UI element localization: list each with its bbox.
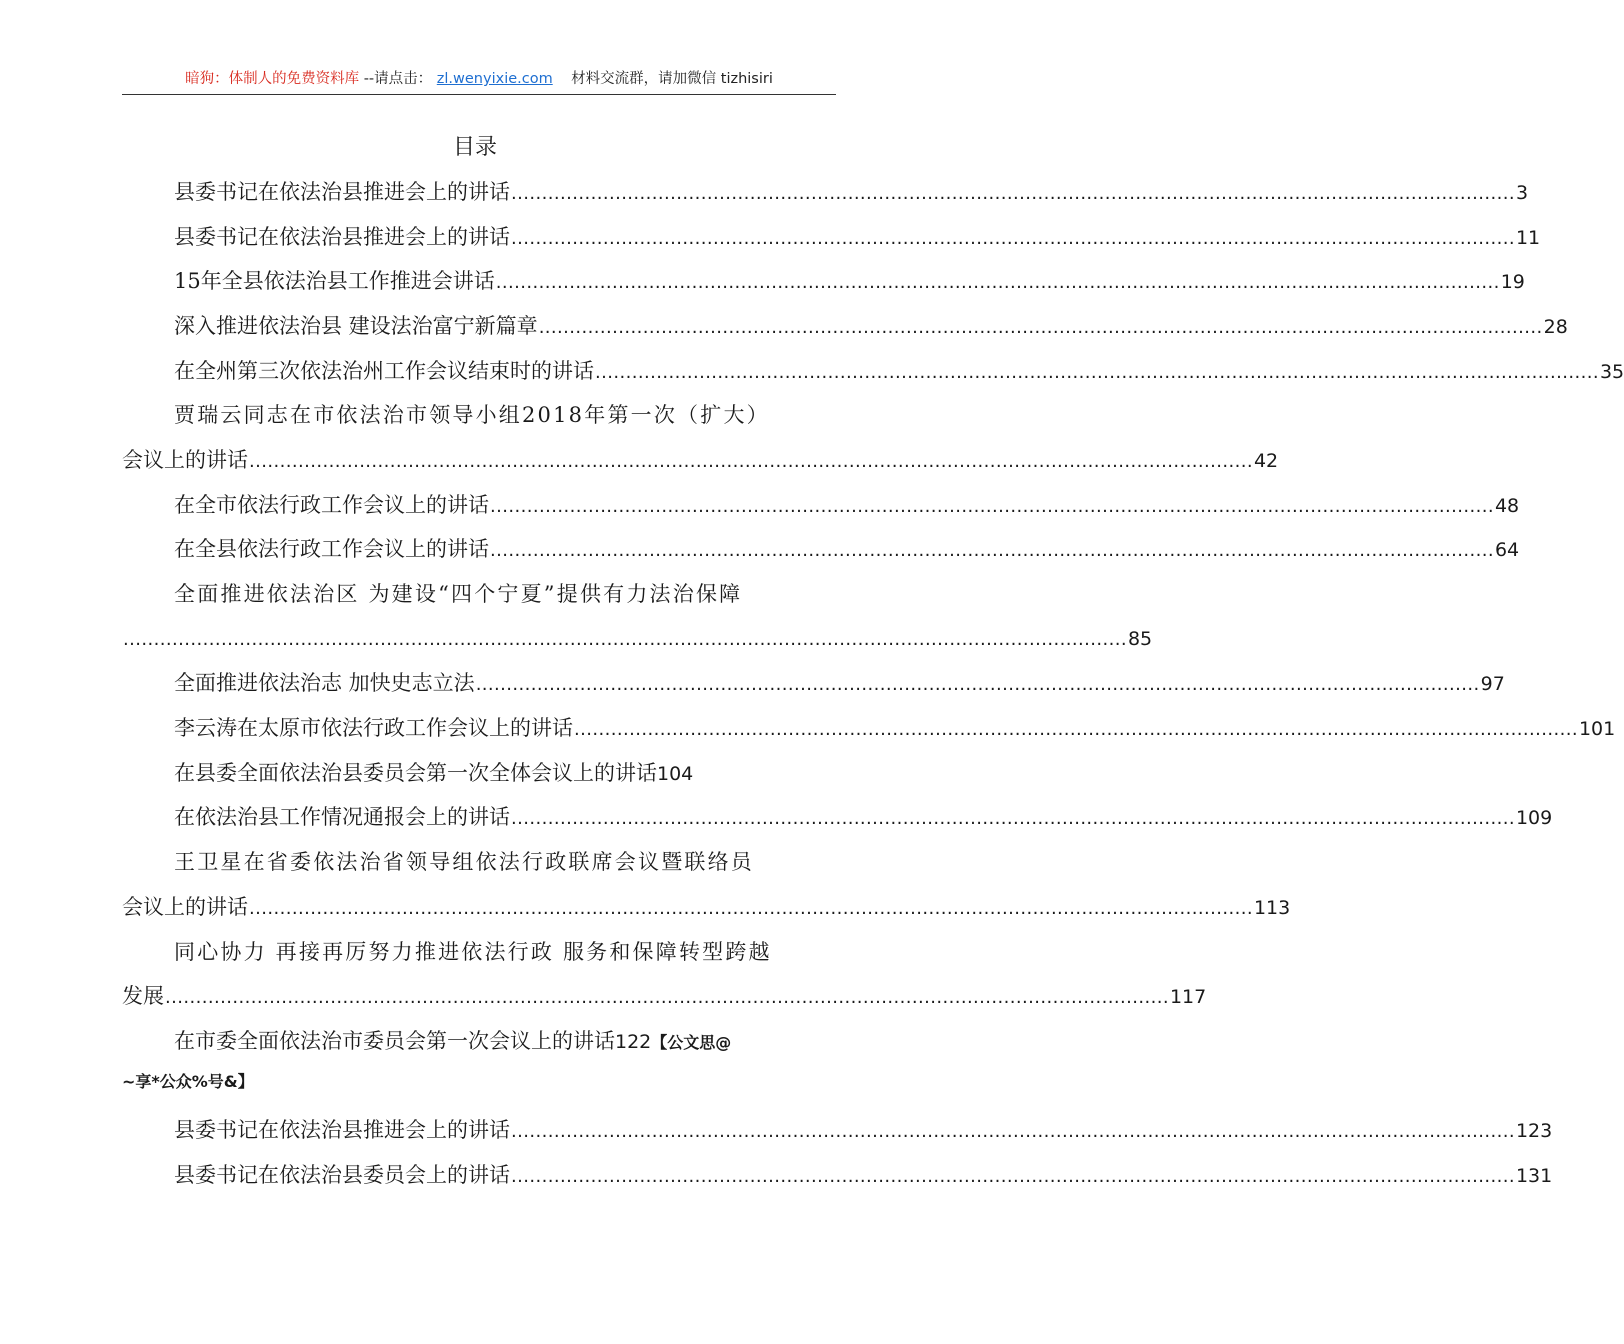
toc-entry[interactable] [122,485,1520,525]
toc-leader-dots: .................................................................................................................................................................... [123,629,1127,650]
toc-entry-page: 85 [1127,628,1153,650]
toc-entry-page: 11 [1515,227,1541,249]
toc-entry-title: 王卫星在省委依法治省领导组依法行政联席会议暨联络员 [174,850,754,874]
toc-entry-line1[interactable] [122,395,836,435]
toc-leader-dots: .................................................................................................................................................................... [165,987,1169,1008]
toc-leader-dots: .................................................................................................................................................................... [538,317,1543,338]
toc-entry-page: 104 [657,763,694,785]
toc-leader-dots: .................................................................................................................................................................... [511,183,1515,204]
toc-leader-dots: .................................................................................................................................................................... [511,1121,1515,1142]
toc-entry-line2[interactable] [122,440,1279,480]
toc-leader-dots: .................................................................................................................................................................... [249,898,1253,919]
toc-entry[interactable] [122,306,1568,346]
header-click-prompt: --请点击： [363,71,433,87]
toc-leader-dots: .................................................................................................................................................................... [511,228,1515,249]
toc-leader-dots: .................................................................................................................................................................... [495,272,1500,293]
toc-leader-dots: .................................................................................................................................................................... [490,540,1494,561]
toc-entry[interactable] [122,1155,1553,1195]
toc-entry-title: 县委书记在依法治县推进会上的讲话 [174,225,510,249]
toc-leader-dots: .................................................................................................................................................................... [475,674,1480,695]
header-site-name: 暗狗：体制人的免费资料库 [185,71,360,87]
toc-entry-page: 109 [1515,807,1553,829]
toc-entry-title: 贾瑞云同志在市依法治市领导小组2018年第一次（扩大） [174,403,770,427]
toc-entry-page: 131 [1515,1165,1553,1187]
toc-leader-dots: .................................................................................................................................................................... [574,719,1578,740]
toc-entry-title-cont: 会议上的讲话 [122,448,248,472]
toc-entry-title: 在市委全面依法治市委员会第一次会议上的讲话 [174,1029,615,1053]
toc-entry-page: 113 [1253,897,1291,919]
toc-leader-dots: .................................................................................................................................................................... [511,808,1515,829]
toc-entry-title: 在全市依法行政工作会议上的讲话 [174,493,489,517]
toc-entry-page: 97 [1480,673,1505,695]
toc-entry[interactable] [122,261,1525,301]
toc-entry-title-cont: 发展 [122,984,164,1008]
toc-entry-page: 35 [1599,361,1624,383]
toc-entry-page: 117 [1169,986,1207,1008]
toc-entry-title: 全面推进依法治区 为建设“四个宁夏”提供有力法治保障 [174,582,743,606]
toc-entry-title: 在县委全面依法治县委员会第一次全体会议上的讲话 [174,761,657,785]
toc-entry[interactable] [122,797,1553,837]
toc-entry-page: 42 [1253,450,1279,472]
toc-entry-page: 123 [1515,1120,1553,1142]
toc-entry[interactable] [122,708,1616,748]
toc-entry-title-cont: 会议上的讲话 [122,895,248,919]
toc-leader-dots: .................................................................................................................................................................... [490,496,1494,517]
toc-entry[interactable] [122,172,1529,212]
toc-entry-page: 101 [1578,718,1616,740]
toc-entry[interactable] [122,529,1520,569]
toc-entry-page: 64 [1494,539,1520,561]
toc-entry-title: 县委书记在依法治县委员会上的讲话 [174,1163,510,1187]
toc-entry-title: 15年全县依法治县工作推进会讲话 [174,269,495,293]
toc-entry-page: 122 [615,1031,652,1053]
toc-entry-line2[interactable] [122,976,1207,1016]
toc-title: 目录 [452,135,497,160]
toc-entry-line1[interactable] [122,842,836,882]
toc-entry-line1[interactable] [122,574,836,614]
toc-entry-page: 19 [1500,271,1525,293]
toc-entry[interactable] [122,351,1624,391]
toc-entry-title: 县委书记在依法治县推进会上的讲话 [174,1118,510,1142]
header-site-link[interactable]: zl.wenyixie.com [436,71,553,87]
toc-entry-page: 28 [1543,316,1568,338]
toc-leader-dots: .................................................................................................................................................................... [249,451,1253,472]
toc-entry-line1[interactable] [122,932,836,972]
toc-entry-line2[interactable] [122,887,1291,927]
toc-entry-title: 在依法治县工作情况通报会上的讲话 [174,805,510,829]
header-wechat-note: 材料交流群，请加微信 tizhisiri [571,71,773,87]
toc-entry-title: 县委书记在依法治县推进会上的讲话 [174,180,510,204]
toc-entry[interactable] [122,753,836,793]
toc-entry-page: 48 [1494,495,1520,517]
toc-entry-title: 同心协力 再接再厉努力推进依法行政 服务和保障转型跨越 [174,940,772,964]
toc-entry[interactable] [122,217,1541,257]
toc-entry-title: 李云涛在太原市依法行政工作会议上的讲话 [174,716,573,740]
toc-entry-title: 全面推进依法治志 加快史志立法 [174,671,475,695]
watermark-text-cont: ~享*公众%号&】 [122,1072,254,1091]
watermark-text: 【公文思@ [651,1033,732,1052]
toc-entry-title: 在全州第三次依法治州工作会议结束时的讲话 [174,359,594,383]
toc-entry[interactable] [122,663,1505,703]
watermark-line [122,1063,836,1097]
toc-leader-dots: .................................................................................................................................................................... [595,362,1599,383]
toc-entry-line2[interactable] [122,619,1153,659]
toc-entry-title: 在全县依法行政工作会议上的讲话 [174,537,489,561]
toc-entry-page: 3 [1515,182,1529,204]
toc-leader-dots: .................................................................................................................................................................... [511,1166,1515,1187]
toc-entry[interactable] [122,1110,1553,1150]
toc-entry-title: 深入推进依法治县 建设法治富宁新篇章 [174,314,538,338]
page-header [122,68,836,95]
toc-entry[interactable] [122,1021,836,1061]
